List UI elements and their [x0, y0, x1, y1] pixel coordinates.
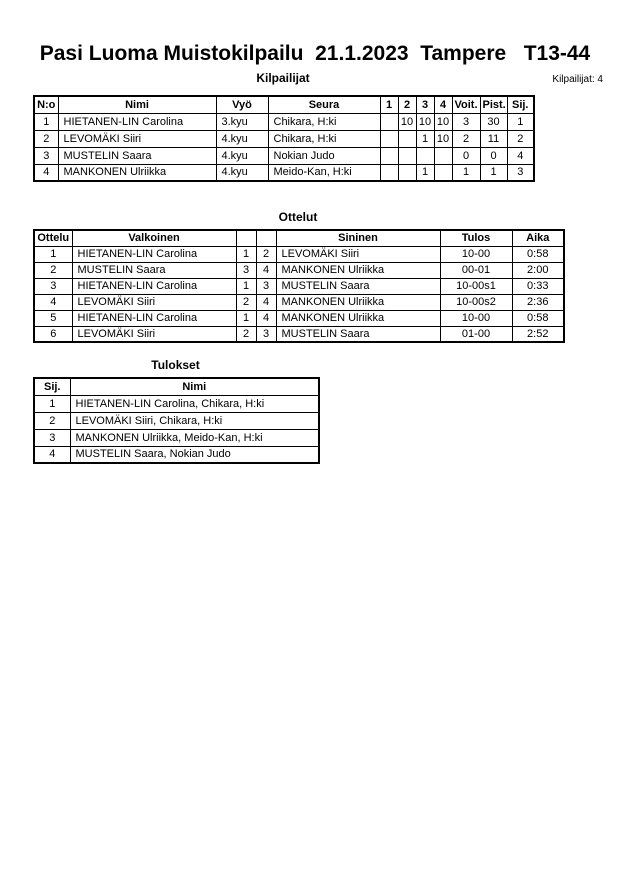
cell-score-3: 1 — [416, 164, 434, 181]
cell-score-1 — [380, 164, 398, 181]
cell-white-no: 1 — [236, 246, 256, 262]
cell-score-3: 1 — [416, 130, 434, 147]
cell-white-no: 2 — [236, 326, 256, 342]
match-row — [34, 310, 564, 326]
cell-ottelu: 2 — [34, 262, 72, 278]
cell-blue-no: 4 — [256, 294, 276, 310]
cell-no: 1 — [34, 113, 58, 130]
cell-nimi: HIETANEN-LIN Carolina, Chikara, H:ki — [70, 395, 319, 412]
cell-tulos: 10-00 — [440, 246, 512, 262]
column-header-sij: Sij. — [34, 378, 70, 395]
match-row — [34, 262, 564, 278]
column-header-4: 4 — [434, 96, 452, 113]
result-row — [34, 429, 319, 446]
cell-sij: 4 — [507, 147, 534, 164]
cell-tulos: 10-00s1 — [440, 278, 512, 294]
cell-nimi: HIETANEN-LIN Carolina — [58, 113, 216, 130]
match-row — [34, 294, 564, 310]
competitors-row — [34, 147, 534, 164]
cell-sij: 1 — [34, 395, 70, 412]
cell-pist: 0 — [480, 147, 507, 164]
cell-nimi: MANKONEN Ulriikka — [58, 164, 216, 181]
competitors-count-label: Kilpailijat: 4 — [552, 74, 603, 85]
page-title: Pasi Luoma Muistokilpailu 21.1.2023 Tampere T13-44 — [39, 42, 591, 65]
cell-sij: 2 — [507, 130, 534, 147]
column-header-valkoinen: Valkoinen — [72, 230, 236, 246]
column-header-blue-no — [256, 230, 276, 246]
cell-pist: 11 — [480, 130, 507, 147]
column-header-aika: Aika — [512, 230, 564, 246]
column-header-white-no — [236, 230, 256, 246]
column-header-tulos: Tulos — [440, 230, 512, 246]
cell-vyo: 4.kyu — [216, 164, 268, 181]
column-header-nimi: Nimi — [70, 378, 319, 395]
cell-ottelu: 5 — [34, 310, 72, 326]
cell-sininen: MANKONEN Ulriikka — [276, 262, 440, 278]
cell-vyo: 4.kyu — [216, 147, 268, 164]
subheader-row — [0, 69, 630, 89]
cell-blue-no: 3 — [256, 326, 276, 342]
cell-seura: Chikara, H:ki — [268, 113, 380, 130]
cell-score-1 — [380, 113, 398, 130]
cell-pist: 30 — [480, 113, 507, 130]
column-header-sij: Sij. — [507, 96, 534, 113]
cell-ottelu: 3 — [34, 278, 72, 294]
cell-nimi: LEVOMÄKI Siiri — [58, 130, 216, 147]
results-table — [33, 377, 320, 464]
cell-vyo: 3.kyu — [216, 113, 268, 130]
cell-score-3 — [416, 147, 434, 164]
competitors-row — [34, 130, 534, 147]
cell-valkoinen: HIETANEN-LIN Carolina — [72, 310, 236, 326]
cell-voit: 2 — [452, 130, 480, 147]
competitors-heading: Kilpailijat — [256, 71, 310, 85]
cell-nimi: MANKONEN Ulriikka, Meido-Kan, H:ki — [70, 429, 319, 446]
cell-score-2 — [398, 147, 416, 164]
cell-score-4: 10 — [434, 130, 452, 147]
cell-sij: 3 — [34, 429, 70, 446]
column-header-seura: Seura — [268, 96, 380, 113]
results-heading: Tulokset — [151, 358, 200, 372]
column-header-ottelu: Ottelu — [34, 230, 72, 246]
cell-pist: 1 — [480, 164, 507, 181]
cell-sininen: MANKONEN Ulriikka — [276, 310, 440, 326]
competitors-table — [33, 95, 535, 182]
match-row — [34, 278, 564, 294]
cell-aika: 0:58 — [512, 310, 564, 326]
cell-score-2 — [398, 130, 416, 147]
cell-tulos: 01-00 — [440, 326, 512, 342]
column-header-1: 1 — [380, 96, 398, 113]
cell-sij: 1 — [507, 113, 534, 130]
cell-sij: 2 — [34, 412, 70, 429]
column-header-3: 3 — [416, 96, 434, 113]
matches-header-row — [34, 230, 564, 246]
cell-valkoinen: HIETANEN-LIN Carolina — [72, 278, 236, 294]
cell-sij: 4 — [34, 446, 70, 463]
cell-sininen: LEVOMÄKI Siiri — [276, 246, 440, 262]
cell-voit: 0 — [452, 147, 480, 164]
cell-seura: Meido-Kan, H:ki — [268, 164, 380, 181]
cell-score-1 — [380, 130, 398, 147]
result-row — [34, 395, 319, 412]
cell-blue-no: 3 — [256, 278, 276, 294]
cell-blue-no: 2 — [256, 246, 276, 262]
cell-tulos: 10-00 — [440, 310, 512, 326]
column-header-pist: Pist. — [480, 96, 507, 113]
competitors-header-row — [34, 96, 534, 113]
cell-no: 2 — [34, 130, 58, 147]
cell-score-4 — [434, 147, 452, 164]
cell-voit: 1 — [452, 164, 480, 181]
cell-seura: Chikara, H:ki — [268, 130, 380, 147]
cell-aika: 0:33 — [512, 278, 564, 294]
column-header-vyo: Vyö — [216, 96, 268, 113]
column-header-2: 2 — [398, 96, 416, 113]
cell-valkoinen: LEVOMÄKI Siiri — [72, 294, 236, 310]
cell-voit: 3 — [452, 113, 480, 130]
column-header-voit: Voit. — [452, 96, 480, 113]
cell-aika: 2:36 — [512, 294, 564, 310]
cell-nimi: MUSTELIN Saara, Nokian Judo — [70, 446, 319, 463]
cell-aika: 2:52 — [512, 326, 564, 342]
cell-ottelu: 1 — [34, 246, 72, 262]
cell-tulos: 00-01 — [440, 262, 512, 278]
match-row — [34, 246, 564, 262]
cell-score-2 — [398, 164, 416, 181]
matches-heading: Ottelut — [278, 210, 318, 224]
cell-no: 4 — [34, 164, 58, 181]
cell-score-4: 10 — [434, 113, 452, 130]
column-header-sininen: Sininen — [276, 230, 440, 246]
cell-nimi: MUSTELIN Saara — [58, 147, 216, 164]
cell-sininen: MUSTELIN Saara — [276, 326, 440, 342]
cell-seura: Nokian Judo — [268, 147, 380, 164]
cell-score-2: 10 — [398, 113, 416, 130]
cell-score-3: 10 — [416, 113, 434, 130]
cell-aika: 2:00 — [512, 262, 564, 278]
cell-white-no: 3 — [236, 262, 256, 278]
result-row — [34, 446, 319, 463]
cell-score-4 — [434, 164, 452, 181]
cell-vyo: 4.kyu — [216, 130, 268, 147]
cell-score-1 — [380, 147, 398, 164]
cell-white-no: 2 — [236, 294, 256, 310]
competitors-row — [34, 113, 534, 130]
cell-valkoinen: HIETANEN-LIN Carolina — [72, 246, 236, 262]
cell-nimi: LEVOMÄKI Siiri, Chikara, H:ki — [70, 412, 319, 429]
match-row — [34, 326, 564, 342]
cell-tulos: 10-00s2 — [440, 294, 512, 310]
results-header-row — [34, 378, 319, 395]
cell-white-no: 1 — [236, 278, 256, 294]
result-row — [34, 412, 319, 429]
cell-sininen: MUSTELIN Saara — [276, 278, 440, 294]
cell-ottelu: 4 — [34, 294, 72, 310]
cell-sij: 3 — [507, 164, 534, 181]
cell-blue-no: 4 — [256, 310, 276, 326]
cell-sininen: MANKONEN Ulriikka — [276, 294, 440, 310]
cell-white-no: 1 — [236, 310, 256, 326]
cell-blue-no: 4 — [256, 262, 276, 278]
column-header-nimi: Nimi — [58, 96, 216, 113]
cell-aika: 0:58 — [512, 246, 564, 262]
cell-valkoinen: LEVOMÄKI Siiri — [72, 326, 236, 342]
competitors-row — [34, 164, 534, 181]
cell-valkoinen: MUSTELIN Saara — [72, 262, 236, 278]
cell-no: 3 — [34, 147, 58, 164]
column-header-no: N:o — [34, 96, 58, 113]
cell-ottelu: 6 — [34, 326, 72, 342]
matches-table — [33, 229, 565, 343]
